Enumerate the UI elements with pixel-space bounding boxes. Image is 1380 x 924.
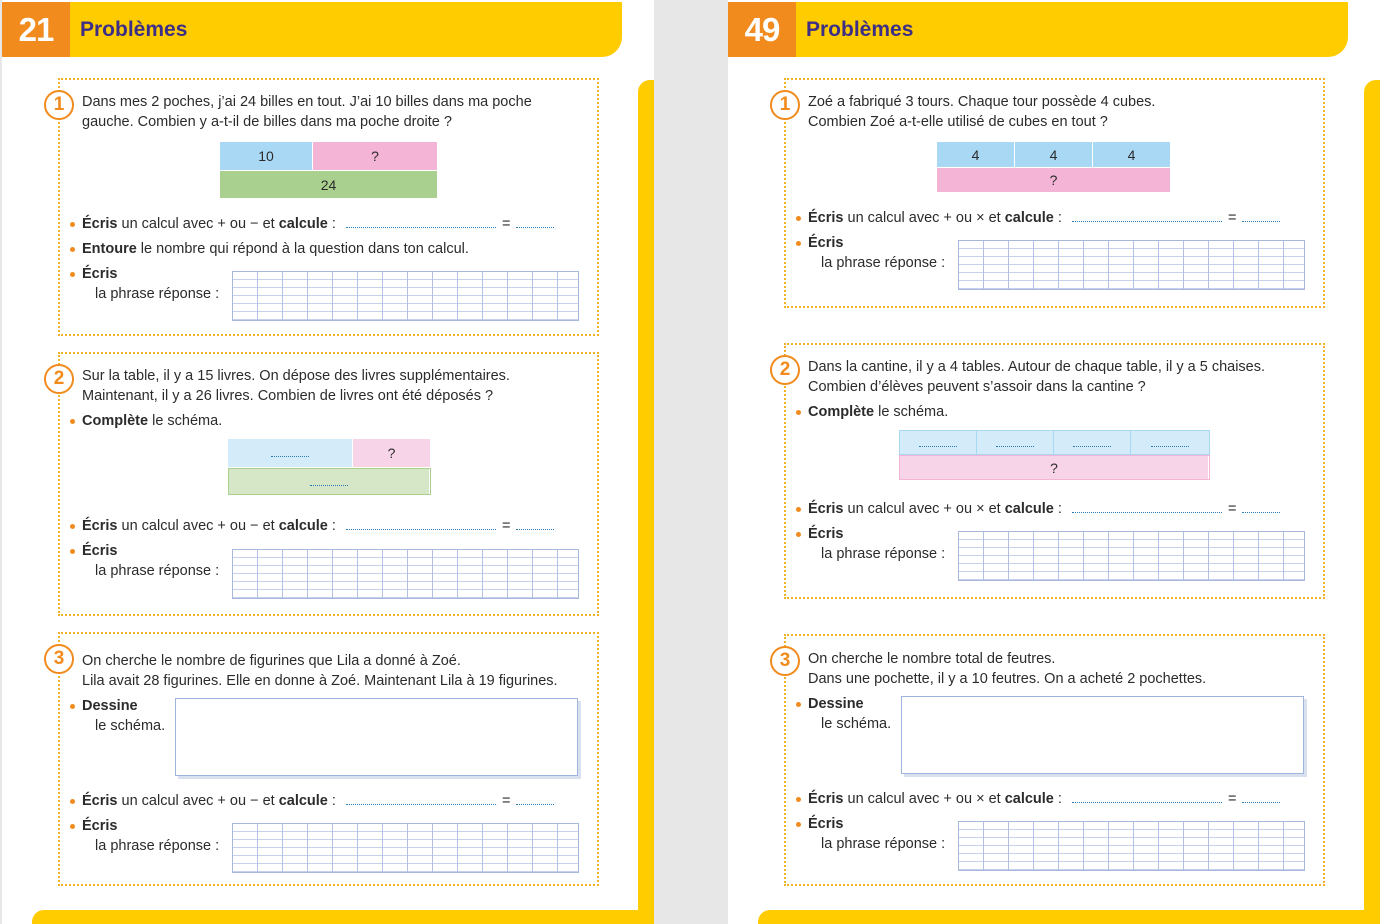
problem-number-badge: 2 <box>770 355 800 385</box>
instruction-keyword: calcule <box>1004 791 1054 807</box>
bar-cell-unknown: ? <box>313 142 438 170</box>
instruction-text: un calcul avec + ou × et <box>843 210 1005 226</box>
decorative-side-bar <box>1364 80 1380 920</box>
result-answer-field[interactable] <box>516 518 554 530</box>
bar-model-top <box>899 430 1210 455</box>
calcul-answer-field[interactable] <box>346 518 496 530</box>
bar-model-total <box>899 455 1210 480</box>
instruction-dessine: Dessine <box>808 696 864 712</box>
problem-1 <box>53 78 599 336</box>
bar-model-top <box>228 439 431 467</box>
answer-writing-grid[interactable] <box>958 531 1305 581</box>
answer-writing-grid[interactable] <box>958 821 1305 871</box>
instruction-calcul <box>808 499 1280 519</box>
left-page <box>2 0 654 924</box>
bar-model-top <box>220 142 438 170</box>
instruction-keyword: Écris <box>808 501 844 517</box>
page-title: Problèmes <box>806 17 914 41</box>
instruction-text: le nombre qui répond à la question dans ton calcul. <box>136 241 469 257</box>
drawing-box[interactable] <box>901 696 1304 774</box>
instruction-complete <box>808 402 948 422</box>
problem-text-line: Dans mes 2 poches, j’ai 24 billes en tout. J’ai 10 billes dans ma poche <box>82 94 532 110</box>
equals-sign: = <box>501 793 511 809</box>
problem-number-badge: 3 <box>770 646 800 676</box>
calcul-answer-field[interactable] <box>1072 501 1222 513</box>
instruction-calcul <box>82 214 554 234</box>
instruction-phrase-keyword: Écris <box>808 816 844 832</box>
bar-cell-fill-in[interactable] <box>1131 431 1209 454</box>
page-number: 21 <box>2 2 70 57</box>
answer-writing-grid[interactable] <box>232 549 579 599</box>
bar-cell-fill-in[interactable] <box>900 431 977 454</box>
problem-text-line: Dans la cantine, il y a 4 tables. Autour de chaque table, il y a 5 chaises. <box>808 359 1266 375</box>
problem-number-badge: 1 <box>770 90 800 120</box>
problem-text-line: gauche. Combien y a-t-il de billes dans ma poche droite ? <box>82 114 452 130</box>
problem-text-line: Combien Zoé a-t-elle utilisé de cubes en tout ? <box>808 114 1108 130</box>
page-number: 49 <box>728 2 796 57</box>
instruction-phrase-text: la phrase réponse : <box>821 546 946 562</box>
problem-text-line: Sur la table, il y a 15 livres. On dépose des livres supplémentaires. <box>82 368 510 384</box>
instruction-keyword: calcule <box>1004 501 1054 517</box>
bar-cell: 4 <box>1015 142 1093 167</box>
instruction-calcul <box>82 791 554 811</box>
instruction-phrase-text: la phrase réponse : <box>95 563 220 579</box>
instruction-keyword: calcule <box>278 793 328 809</box>
calcul-answer-field[interactable] <box>346 216 496 228</box>
problem-2 <box>779 343 1325 599</box>
problem-1 <box>779 78 1325 308</box>
problem-text-line: Zoé a fabriqué 3 tours. Chaque tour possède 4 cubes. <box>808 94 1156 110</box>
bar-cell-fill-in[interactable] <box>228 439 353 467</box>
instruction-keyword: Écris <box>808 210 844 226</box>
bar-cell-fill-in[interactable] <box>977 431 1054 454</box>
problem-text-line: Dans une pochette, il y a 10 feutres. On a acheté 2 pochettes. <box>808 671 1207 687</box>
calcul-answer-field[interactable] <box>1072 791 1222 803</box>
calcul-answer-field[interactable] <box>346 793 496 805</box>
instruction-phrase-keyword: Écris <box>808 526 844 542</box>
problem-3 <box>779 634 1325 886</box>
problem-text-line: Lila avait 28 figurines. Elle en donne à Zoé. Maintenant Lila à 19 figurines. <box>82 673 558 689</box>
decorative-bottom-bar <box>32 910 654 924</box>
page-title: Problèmes <box>80 17 188 41</box>
instruction-text: le schéma. <box>148 413 223 429</box>
bar-cell: 4 <box>1093 142 1171 167</box>
equals-sign: = <box>501 216 511 232</box>
instruction-keyword: Entoure <box>82 241 137 257</box>
problem-2 <box>53 352 599 616</box>
bar-cell-total: ? <box>937 168 1171 192</box>
instruction-phrase-keyword: Écris <box>808 235 844 251</box>
equals-sign: = <box>501 518 511 534</box>
drawing-box[interactable] <box>175 698 578 776</box>
instruction-keyword: Écris <box>808 791 844 807</box>
instruction-text: : <box>1053 501 1062 517</box>
equals-sign: = <box>1227 210 1237 226</box>
equals-sign: = <box>1227 501 1237 517</box>
result-answer-field[interactable] <box>1242 210 1280 222</box>
problem-3 <box>53 632 599 886</box>
instruction-phrase-keyword: Écris <box>82 818 118 834</box>
bar-model-top <box>937 142 1171 167</box>
instruction-entoure <box>82 239 469 259</box>
bar-cell-total: 24 <box>220 171 438 198</box>
instruction-phrase-keyword: Écris <box>82 266 118 282</box>
bar-cell-fill-in[interactable] <box>229 469 430 494</box>
result-answer-field[interactable] <box>1242 791 1280 803</box>
bar-cell-total: ? <box>900 456 1209 479</box>
instruction-keyword: Écris <box>82 518 118 534</box>
instruction-text: : <box>327 793 336 809</box>
answer-writing-grid[interactable] <box>232 271 579 321</box>
instruction-complete <box>82 411 222 431</box>
problem-number-badge: 1 <box>44 90 74 120</box>
decorative-side-bar <box>638 80 654 920</box>
instruction-schema-text: le schéma. <box>821 716 892 732</box>
bar-cell-fill-in[interactable] <box>1054 431 1131 454</box>
bar-model-total <box>220 171 438 198</box>
instruction-keyword: Écris <box>82 216 118 232</box>
instruction-text: : <box>327 216 336 232</box>
instruction-keyword: Complète <box>808 404 875 420</box>
instruction-phrase-keyword: Écris <box>82 543 118 559</box>
instruction-keyword: Complète <box>82 413 149 429</box>
instruction-schema-text: le schéma. <box>95 718 166 734</box>
instruction-calcul <box>808 208 1280 228</box>
result-answer-field[interactable] <box>516 216 554 228</box>
instruction-keyword: Écris <box>82 793 118 809</box>
result-answer-field[interactable] <box>516 793 554 805</box>
answer-writing-grid[interactable] <box>958 240 1305 290</box>
instruction-calcul <box>808 789 1280 809</box>
problem-text-line: Combien d’élèves peuvent s’assoir dans la cantine ? <box>808 379 1146 395</box>
instruction-phrase-text: la phrase réponse : <box>821 255 946 271</box>
page-header <box>2 2 622 57</box>
instruction-dessine: Dessine <box>82 698 138 714</box>
bar-cell-unknown: ? <box>353 439 431 467</box>
answer-writing-grid[interactable] <box>232 823 579 873</box>
instruction-text: un calcul avec + ou − et <box>117 793 279 809</box>
instruction-text: : <box>327 518 336 534</box>
instruction-text: le schéma. <box>874 404 949 420</box>
bar-model-total <box>228 468 431 495</box>
problem-number-badge: 3 <box>44 644 74 674</box>
right-page <box>728 0 1380 924</box>
calcul-answer-field[interactable] <box>1072 210 1222 222</box>
bar-cell: 4 <box>937 142 1015 167</box>
instruction-keyword: calcule <box>1004 210 1054 226</box>
instruction-text: un calcul avec + ou − et <box>117 518 279 534</box>
instruction-text: : <box>1053 791 1062 807</box>
instruction-text: un calcul avec + ou × et <box>843 791 1005 807</box>
instruction-phrase-text: la phrase réponse : <box>95 286 220 302</box>
instruction-text: : <box>1053 210 1062 226</box>
instruction-text: un calcul avec + ou × et <box>843 501 1005 517</box>
problem-text-line: On cherche le nombre total de feutres. <box>808 651 1056 667</box>
instruction-text: un calcul avec + ou − et <box>117 216 279 232</box>
page-header <box>728 2 1348 57</box>
result-answer-field[interactable] <box>1242 501 1280 513</box>
instruction-keyword: calcule <box>278 518 328 534</box>
bar-model-total <box>937 168 1171 192</box>
instruction-calcul <box>82 516 554 536</box>
instruction-keyword: calcule <box>278 216 328 232</box>
instruction-phrase-text: la phrase réponse : <box>95 838 220 854</box>
equals-sign: = <box>1227 791 1237 807</box>
decorative-bottom-bar <box>758 910 1380 924</box>
problem-text-line: Maintenant, il y a 26 livres. Combien de livres ont été déposés ? <box>82 388 494 404</box>
bar-cell-known: 10 <box>220 142 313 170</box>
instruction-phrase-text: la phrase réponse : <box>821 836 946 852</box>
problem-number-badge: 2 <box>44 364 74 394</box>
problem-text-line: On cherche le nombre de figurines que Lila a donné à Zoé. <box>82 653 461 669</box>
